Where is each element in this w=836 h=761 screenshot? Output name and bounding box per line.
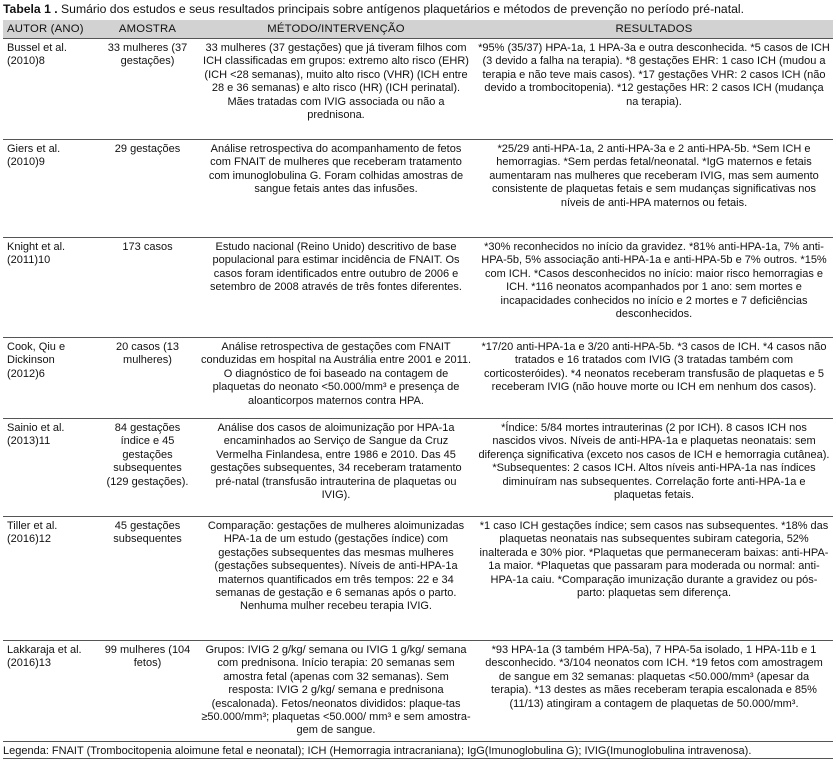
cell-results: *17/20 anti-HPA-1a e 3/20 anti-HPA-5b. *3 casos de ICH. *4 casos não tratados e 16 tratados com IVIG (3 tratadas também com corticosteróides). *4 neonatos receberam transfusão de plaquetas e 5 receberam IVIG (não houve morte ou ICH em nenhum dos casos). <box>475 338 833 419</box>
cell-sample: 173 casos <box>98 238 197 338</box>
header-author: AUTOR (ANO) <box>3 20 98 39</box>
table-row <box>3 238 833 338</box>
cell-results: *93 HPA-1a (3 também HPA-5a), 7 HPA-5a isolado, 1 HPA-11b e 1 desconhecido. *3/104 neonatos com ICH. *19 fetos com amostragem de sangue em 32 semanas: plaquetas <50.000/mm³ (apesar da terapia). *13 destes as mães receberam terapia escalonada e 85% (11/13) atingiram a contagem de plaquetas de 50.000/mm³. <box>475 641 833 759</box>
cell-results: *Índice: 5/84 mortes intrauterinas (2 por ICH). 8 casos ICH nos nascidos vivos. Níveis de anti-HPA-1a e plaquetas neonatais: sem diferença significativa (exceto nos casos de ICH e hemorragia cutânea). *Subsequentes: 2 casos ICH. Altos níveis anti-HPA-1a nas índices diminuíram nas subsequentes. Correlação forte anti-HPA-1a e plaquetas fetais. <box>475 419 833 517</box>
cell-sample: 45 gestações subsequentes <box>98 517 197 641</box>
cell-sample: 20 casos (13 mulheres) <box>98 338 197 419</box>
table-caption-label: Tabela 1 . <box>3 2 58 16</box>
table-row <box>3 419 833 517</box>
cell-sample: 99 mulheres (104 fetos) <box>98 641 197 759</box>
cell-method: Comparação: gestações de mulheres aloimunizadas HPA-1a de um estudo (gestações índice) com gestações subsequentes das mesmas mulheres (gestações subsequentes). Níveis de anti-HPA-1a maternos quantificados em três tempos: 22 e 34 semanas de gestação e 6 semanas após o parto. Nenhuma mulher recebeu terapia IVIG. <box>197 517 475 641</box>
cell-author: Tiller et al. (2016)12 <box>3 517 98 641</box>
cell-author: Sainio et al. (2013)11 <box>3 419 98 517</box>
cell-author: Bussel et al. (2010)8 <box>3 39 98 140</box>
table-row <box>3 338 833 419</box>
table-legend: Legenda: FNAIT (Trombocitopenia aloimune fetal e neonatal); ICH (Hemorragia intracraniana); IgG(Imunoglobulina G); IVIG(Imunoglobulina intravenosa). <box>3 741 833 758</box>
cell-author: Giers et al. (2010)9 <box>3 140 98 238</box>
header-results: RESULTADOS <box>475 20 833 39</box>
table-caption <box>3 2 744 16</box>
cell-sample: 84 gestações índice e 45 gestações subsequentes (129 gestações). <box>98 419 197 517</box>
cell-author: Cook, Qiu e Dickinson (2012)6 <box>3 338 98 419</box>
cell-method: Análise dos casos de aloimunização por HPA-1a encaminhados ao Serviço de Sangue da Cruz Vermelha Finlandesa, entre 1986 e 2010. Das 45 gestações subsequentes, 34 receberam tratamento pré-natal (transfusão intrauterina de plaquetas ou IVIG). <box>197 419 475 517</box>
cell-method: Análise retrospectiva de gestações com FNAIT conduzidas em hospital na Austrália entre 2001 e 2011. O diagnóstico de foi baseado na contagem de plaquetas do neonato <50.000/mm³ e presença de aloanticorpos maternos contra HPA. <box>197 338 475 419</box>
cell-results: *1 caso ICH gestações índice; sem casos nas subsequentes. *18% das plaquetas neonatais nas subsequentes subiram categoria, 52% inalterada e 30% pior. *Plaquetas que permaneceram baixas: anti-HPA-1a maior. *Plaquetas que passaram para moderada ou normal: anti-HPA-1a caiu. *Comparação imunização durante a gravidez ou pós-parto: plaquetas sem diferença. <box>475 517 833 641</box>
cell-sample: 29 gestações <box>98 140 197 238</box>
cell-author: Lakkaraja et al. (2016)13 <box>3 641 98 759</box>
cell-method: Análise retrospectiva do acompanhamento de fetos com FNAIT de mulheres que receberam tratamento com imunoglobulina G. Foram colhidas amostras de sangue fetais antes das infusões. <box>197 140 475 238</box>
cell-results: *95% (35/37) HPA-1a, 1 HPA-3a e outra desconhecida. *5 casos de ICH (3 devido a falha na terapia). *8 gestações EHR: 1 caso ICH (mudou a terapia e não teve mais casos). *17 gestações VHR: 2 casos ICH (não devido a trombocitopenia). *12 gestações HR: 2 casos ICH (mudança na terapia). <box>475 39 833 140</box>
header-method: MÉTODO/INTERVENÇÃO <box>197 20 475 39</box>
studies-table <box>3 20 833 759</box>
cell-results: *30% reconhecidos no início da gravidez. *81% anti-HPA-1a, 7% anti-HPA-5b, 5% associação anti-HPA-1a e anti-HPA-5b e 7% outros. *15% com ICH. *Casos desconhecidos no início: maior risco hemorragias e ICH. *116 neonatos acompanhados por 1 ano: sem mortes e incapacidades conhecidos no início e 2 mortes e 7 deficiências desconhecidos. <box>475 238 833 338</box>
cell-author: Knight et al. (2011)10 <box>3 238 98 338</box>
table-row <box>3 39 833 140</box>
cell-sample: 33 mulheres (37 gestações) <box>98 39 197 140</box>
table-row <box>3 517 833 641</box>
table-caption-text: Sumário dos estudos e seus resultados principais sobre antígenos plaquetários e métodos de prevenção no período pré-natal. <box>61 2 744 16</box>
header-sample: AMOSTRA <box>98 20 197 39</box>
table-header-row <box>3 20 833 39</box>
cell-method: 33 mulheres (37 gestações) que já tiveram filhos com ICH classificadas em grupos: extremo alto risco (EHR) (ICH <28 semanas), muito alto risco (VHR) (ICH entre 28 e 36 semanas) e alto risco (HR) (ICH perinatal). Mães tratadas com IVIG associada ou não a prednisona. <box>197 39 475 140</box>
cell-method: Grupos: IVIG 2 g/kg/ semana ou IVIG 1 g/kg/ semana com prednisona. Início terapia: 20 semanas sem amostra fetal (apenas com 32 semanas). Sem resposta: IVIG 2 g/kg/ semana e prednisona (escalonada). Fetos/neonatos divididos: plaque-tas ≥50.000/mm³; plaquetas <50.000/ mm³ e sem amostra-gem de sangue. <box>197 641 475 759</box>
cell-method: Estudo nacional (Reino Unido) descritivo de base populacional para estimar incidência de FNAIT. Os casos foram identificados entre outubro de 2006 e setembro de 2008 através de três fontes diferentes. <box>197 238 475 338</box>
table-row <box>3 140 833 238</box>
cell-results: *25/29 anti-HPA-1a, 2 anti-HPA-3a e 2 anti-HPA-5b. *Sem ICH e hemorragias. *Sem perdas fetal/neonatal. *IgG maternos e fetais aumentaram nas mulheres que receberam IVIG, mas sem aumento consistente de plaquetas fetais e sem mudanças significativas nos níveis de anti-HPA maternos ou fetais. <box>475 140 833 238</box>
